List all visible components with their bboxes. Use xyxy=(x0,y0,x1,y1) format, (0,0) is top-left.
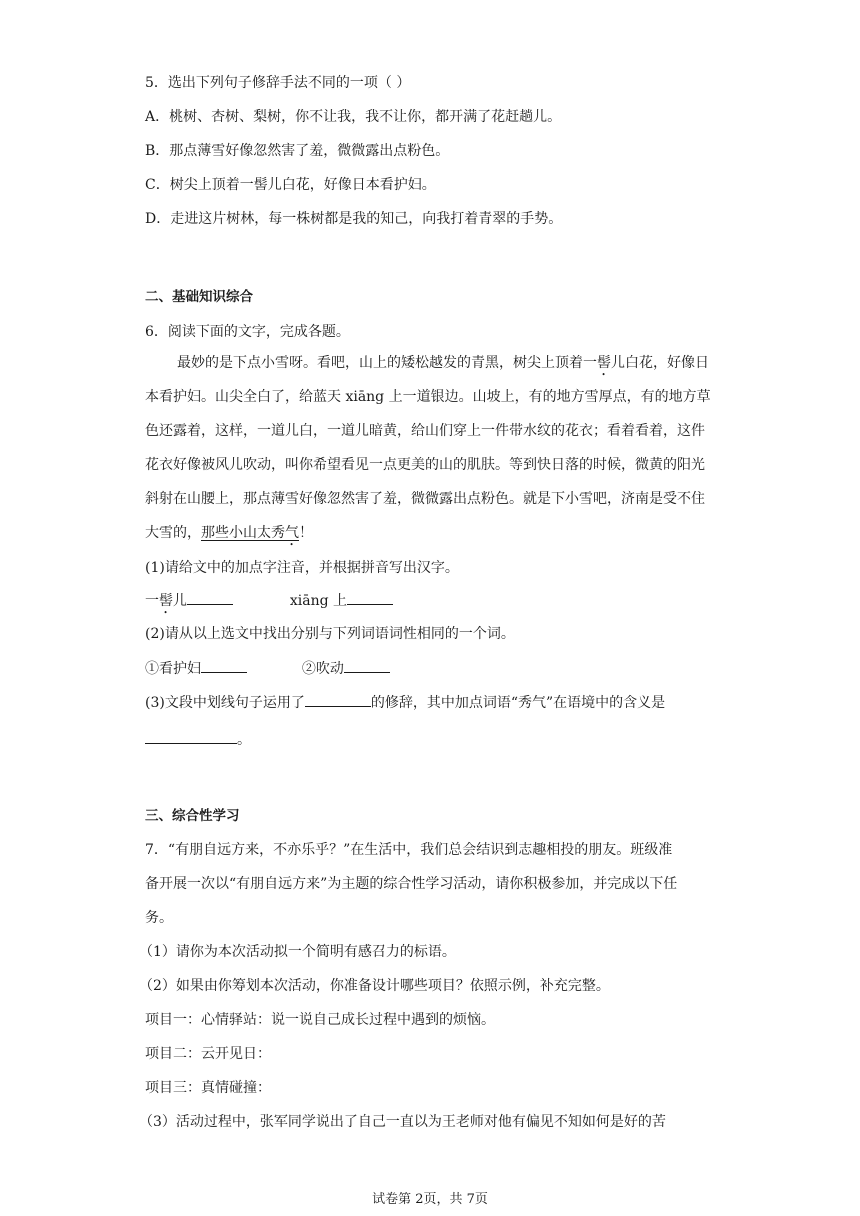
passage-text-1: 最妙的是下点小雪呀。看吧，山上的矮松越发的青黑，树尖上顶着一 xyxy=(177,355,597,371)
sub1-a-pre: 一 xyxy=(145,593,159,609)
q6-sub3-line2 xyxy=(145,729,251,750)
passage-text-2: 儿白花，好像日本看护妇。山尖全白了，给蓝天 xiāng 上一道银边。山坡上，有的地方雪厚点，有的地方草色还露着，这样，一道儿白，一道儿暗黄，给山们穿上一件带水纹的花衣；看着看着，这件花衣好像被风儿吹动，叫你希望看见一点更美的山的肌肤。等到快日落的时候，微黄的阳光斜射在山腰上，那点薄雪好像忽然害了羞，微微露出点粉色。就是下小雪吧，济南是受不住大雪的， xyxy=(145,355,711,541)
q7-line-3: 务。 xyxy=(145,910,173,926)
sub2-a-label: ①看护妇 xyxy=(145,661,201,677)
q6-sub2-answers xyxy=(145,658,390,679)
q7-line-2: 备开展一次以“有朋自远方来”为主题的综合性学习活动，请你积极参加，并完成以下任 xyxy=(145,876,678,892)
sub1-a-post: 儿 xyxy=(173,593,187,609)
answer-blank[interactable] xyxy=(201,658,247,673)
sub2-b-label: ②吹动 xyxy=(301,661,344,677)
sub3-post: 的修辞，其中加点词语“秀气”在语境中的含义是 xyxy=(370,695,666,711)
q6-stem: 6．阅读下面的文字，完成各题。 xyxy=(145,324,350,340)
section-heading-2: 二、基础知识综合 xyxy=(145,289,253,305)
sub1-b-label: xiāng 上 xyxy=(289,593,348,609)
answer-blank[interactable] xyxy=(344,658,390,673)
q5-option-c: C．树尖上顶着一髻儿白花，好像日本看护妇。 xyxy=(145,177,436,193)
q6-sub3 xyxy=(145,692,665,713)
q7-project-3: 项目三：真情碰撞： xyxy=(145,1080,271,1096)
answer-blank[interactable] xyxy=(347,590,393,605)
sub3-pre: (3)文段中划线句子运用了 xyxy=(145,695,305,711)
sub1-a-dotted: 髻 xyxy=(159,593,173,609)
q6-passage xyxy=(145,346,715,550)
passage-underlined-sentence xyxy=(201,525,299,541)
answer-blank[interactable] xyxy=(145,729,237,744)
q5-stem: 5．选出下列句子修辞手法不同的一项（ ） xyxy=(145,75,411,91)
q7-task-1: （1）请你为本次活动拟一个简明有感召力的标语。 xyxy=(139,944,456,960)
answer-blank[interactable] xyxy=(305,692,371,707)
passage-dotted-char: 髻 xyxy=(597,355,611,371)
sub3-end: 。 xyxy=(237,732,251,748)
q6-sub1-answers xyxy=(145,590,393,617)
section-heading-3: 三、综合性学习 xyxy=(145,808,240,824)
answer-blank[interactable] xyxy=(187,590,233,605)
q6-sub1: (1)请给文中的加点字注音，并根据拼音写出汉字。 xyxy=(145,560,459,576)
q5-option-d: D．走进这片树林，每一株树都是我的知己，向我打着青翠的手势。 xyxy=(145,211,563,227)
q7-task-2: （2）如果由你筹划本次活动，你准备设计哪些项目？依照示例，补充完整。 xyxy=(139,978,610,994)
passage-end: ！ xyxy=(299,525,313,541)
underlined-dotted-char: 气 xyxy=(285,525,299,541)
q7-project-2: 项目二：云开见日： xyxy=(145,1046,271,1062)
q5-option-a: A．桃树、杏树、梨树，你不让我，我不让你，都开满了花赶趟儿。 xyxy=(145,109,562,125)
q7-line-1: 7．“有朋自远方来，不亦乐乎？”在生活中，我们总会结识到志趣相投的朋友。班级准 xyxy=(145,842,673,858)
q7-project-1: 项目一：心情驿站：说一说自己成长过程中遇到的烦恼。 xyxy=(145,1012,495,1028)
q7-task-3: （3）活动过程中，张军同学说出了自己一直以为王老师对他有偏见不知如何是好的苦 xyxy=(139,1114,666,1130)
q6-sub2: (2)请从以上选文中找出分别与下列词语词性相同的一个词。 xyxy=(145,626,515,642)
page-footer: 试卷第 2页，共 7页 xyxy=(372,1192,488,1207)
underlined-text: 那些小山太秀 xyxy=(201,525,285,541)
q5-option-b: B．那点薄雪好像忽然害了羞，微微露出点粉色。 xyxy=(145,143,450,159)
